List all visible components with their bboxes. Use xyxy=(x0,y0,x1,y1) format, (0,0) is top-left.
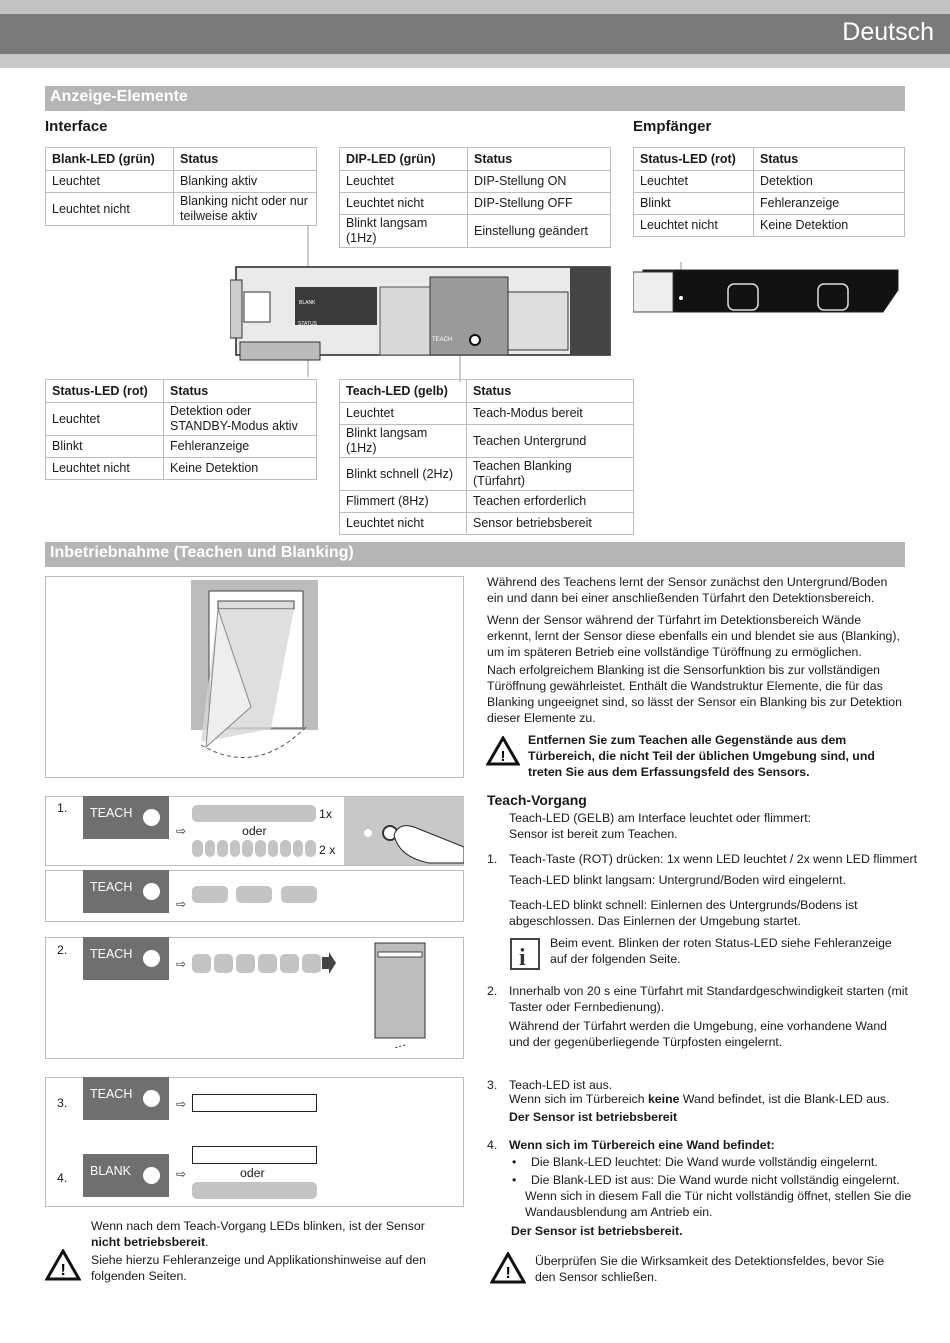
intro-paragraph-3: Nach erfolgreichem Blanking ist die Sensorfunktion bis zur vollständigen Türöffnung gewährleistet. Enthält die Wandstruktur Elemente, die für das Blanking ungeeignet sind, so lässt der Sensor ein Blanking bis zur Detektion dieser Elemente zu. xyxy=(487,663,902,725)
col-header: DIP-LED (grün) xyxy=(340,148,468,171)
teach-label: TEACH xyxy=(90,806,133,820)
cell: Keine Detektion xyxy=(164,458,317,480)
step2-number: 2. xyxy=(57,943,68,957)
cell: Blanking nicht oder nur teilweise aktiv xyxy=(174,193,317,226)
cell: Fehleranzeige xyxy=(754,193,905,215)
teach-label: TEACH xyxy=(90,880,133,894)
cell: Leuchtet xyxy=(634,171,754,193)
arrow-icon: ⇨ xyxy=(176,1097,187,1111)
door-opening-icon xyxy=(370,940,430,1055)
teach-vorgang-line1: Teach-LED (GELB) am Interface leuchtet oder flimmert: xyxy=(509,811,812,825)
instr-2b-text: Während der Türfahrt werden die Umgebung, eine vorhandene Wand und der gegenüberliegende Türpfosten eingelernt. xyxy=(509,1019,888,1049)
col-header: Status xyxy=(164,380,317,403)
cell: Leuchtet nicht xyxy=(634,215,754,237)
instr-2-text: Innerhalb von 20 s eine Türfahrt mit Standardgeschwindigkeit starten (mit Taster oder Fernbedienung). xyxy=(509,984,908,1014)
instr-2-number: 2. xyxy=(487,984,498,998)
step1-number: 1. xyxy=(57,801,68,815)
info-icon xyxy=(510,938,540,970)
led-icon xyxy=(143,883,160,900)
bullet-2-text: Die Blank-LED ist aus: Die Wand wurde nicht vollständig eingelernt. xyxy=(531,1173,900,1187)
col-header: Status-LED (rot) xyxy=(634,148,754,171)
receiver-status-table xyxy=(633,147,905,237)
cell: Blinkt langsam (1Hz) xyxy=(340,215,468,248)
cell: Leuchtet nicht xyxy=(46,458,164,480)
top-band xyxy=(0,0,950,14)
step4-number: 4. xyxy=(57,1171,68,1185)
teach-label: TEACH xyxy=(90,947,133,961)
warning-close-text: Überprüfen Sie die Wirksamkeit des Detektionsfeldes, bevor Sie den Sensor schließen. xyxy=(535,1254,885,1284)
cell: Leuchtet nicht xyxy=(340,193,468,215)
instr-4c-text: Der Sensor ist betriebsbereit. xyxy=(511,1224,683,1238)
cell: Blinkt schnell (2Hz) xyxy=(340,458,467,491)
instr-1-number: 1. xyxy=(487,852,498,866)
receiver-illustration xyxy=(633,262,905,322)
cell: Teach-Modus bereit xyxy=(467,403,634,425)
cell: Leuchtet nicht xyxy=(340,513,467,535)
intro-paragraph-2: Wenn der Sensor während der Türfahrt im Detektionsbereich Wände erkennt, lernt der Sensor diese ebenfalls ein und blendet sie aus (Blanking), um im späteren Betrieb eine vollständige Türöffnung zu ermöglichen. xyxy=(487,613,900,659)
cell: DIP-Stellung ON xyxy=(468,171,611,193)
press-1x-label: 1x xyxy=(319,807,332,821)
oder-label: oder xyxy=(242,824,267,838)
warning-icon xyxy=(486,736,520,766)
instr-1c-text: Teach-LED blinkt schnell: Einlernen des Untergrunds/Bodens ist abgeschlossen. Das Einlernen der Umgebung startet. xyxy=(509,898,858,928)
cell: Teachen Untergrund xyxy=(467,425,634,458)
col-header: Status xyxy=(468,148,611,171)
cell: Detektion xyxy=(754,171,905,193)
led-slow-blink xyxy=(281,886,317,903)
teach-button-2[interactable] xyxy=(83,937,169,980)
col-header: Status-LED (rot) xyxy=(46,380,164,403)
bullet-2b-text: Wenn sich in diesem Fall die Tür nicht vollständig öffnet, stellen Sie die Wandausblendung am Antrieb ein. xyxy=(525,1189,912,1219)
arrow-icon: ⇨ xyxy=(176,957,187,971)
col-header: Teach-LED (gelb) xyxy=(340,380,467,403)
teach-label: TEACH xyxy=(90,1087,133,1101)
heading-empfaenger: Empfänger xyxy=(633,118,712,135)
instr-4-number: 4. xyxy=(487,1138,498,1152)
teach-button-1b[interactable] xyxy=(83,870,169,913)
press-2x-label: 2 x xyxy=(319,843,336,857)
section-title-inbetriebnahme: Inbetriebnahme (Teachen und Blanking) xyxy=(45,542,905,567)
status-led-table xyxy=(45,379,317,480)
svg-text:!: ! xyxy=(500,748,506,765)
cell: Blanking aktiv xyxy=(174,171,317,193)
instr-3-number: 3. xyxy=(487,1078,498,1092)
warning-icon xyxy=(45,1249,81,1281)
blank-led-on-bar xyxy=(192,1182,317,1199)
teach-led-table xyxy=(339,379,634,535)
instr-4-text: Wenn sich im Türbereich eine Wand befindet: xyxy=(509,1138,775,1152)
cell: Blinkt langsam (1Hz) xyxy=(340,425,467,458)
teach-vorgang-line2: Sensor ist bereit zum Teachen. xyxy=(509,827,678,841)
device-blank-label: BLANK xyxy=(299,300,316,306)
left-note-line2: nicht betriebsbereit. xyxy=(91,1235,209,1249)
arrow-right-icon xyxy=(322,952,336,974)
info-text: Beim event. Blinken der roten Status-LED siehe Fehleranzeige auf der folgenden Seite. xyxy=(550,936,892,966)
blank-led-off-bar xyxy=(192,1146,317,1164)
cell: Leuchtet xyxy=(46,403,164,436)
cell: Detektion oder STANDBY-Modus aktiv xyxy=(164,403,317,436)
cell: Teachen Blanking (Türfahrt) xyxy=(467,458,634,491)
cell: Leuchtet xyxy=(340,171,468,193)
led-icon xyxy=(143,1167,160,1184)
hand-press-icon xyxy=(344,797,464,865)
cell: Leuchtet xyxy=(46,171,174,193)
led-icon xyxy=(143,950,160,967)
blank-label: BLANK xyxy=(90,1164,131,1178)
instr-1-text: Teach-Taste (ROT) drücken: 1x wenn LED leuchtet / 2x wenn LED flimmert xyxy=(509,852,918,866)
cell: Leuchtet nicht xyxy=(46,193,174,226)
interface-device-illustration xyxy=(230,222,620,382)
cell: DIP-Stellung OFF xyxy=(468,193,611,215)
device-status-label: STATUS xyxy=(298,321,317,327)
led-icon xyxy=(143,1090,160,1107)
cell: Teachen erforderlich xyxy=(467,491,634,513)
oder-label-2: oder xyxy=(240,1166,265,1180)
left-note-line1: Wenn nach dem Teach-Vorgang LEDs blinken, ist der Sensor xyxy=(91,1219,425,1233)
col-header: Status xyxy=(467,380,634,403)
cell: Keine Detektion xyxy=(754,215,905,237)
instr-3b-text: Wenn sich im Türbereich keine Wand befindet, ist die Blank-LED aus. xyxy=(509,1092,890,1106)
teach-vorgang-title: Teach-Vorgang xyxy=(487,792,587,808)
cell: Blinkt xyxy=(634,193,754,215)
teach-button-3[interactable] xyxy=(83,1077,169,1120)
blank-button[interactable] xyxy=(83,1154,169,1197)
device-teach-label: TEACH xyxy=(432,337,453,343)
cell: Sensor betriebsbereit xyxy=(467,513,634,535)
warning-teach-text: Entfernen Sie zum Teachen alle Gegenstände aus dem Türbereich, die nicht Teil der üblichen Umgebung sind, und treten Sie aus dem Erfassungsfeld des Sensors. xyxy=(528,733,875,779)
col-header: Status xyxy=(174,148,317,171)
warning-icon xyxy=(490,1252,526,1284)
section-title-anzeige: Anzeige-Elemente xyxy=(45,86,905,111)
bullet-1-text: Die Blank-LED leuchtet: Die Wand wurde vollständig eingelernt. xyxy=(531,1155,878,1169)
header-lower-band xyxy=(0,54,950,68)
heading-interface: Interface xyxy=(45,118,108,135)
cell: Flimmert (8Hz) xyxy=(340,491,467,513)
bullet: • xyxy=(512,1173,517,1187)
left-note-line3: Siehe hierzu Fehleranzeige und Applikationshinweise auf den folgenden Seiten. xyxy=(91,1253,426,1283)
svg-text:i: i xyxy=(519,945,526,970)
arrow-icon: ⇨ xyxy=(176,1167,187,1181)
led-on-bar xyxy=(192,805,316,822)
arrow-icon: ⇨ xyxy=(176,897,187,911)
instr-3c-text: Der Sensor ist betriebsbereit xyxy=(509,1110,678,1124)
instr-3-text: Teach-LED ist aus. xyxy=(509,1078,613,1092)
svg-text:!: ! xyxy=(60,1262,66,1279)
led-slow-blink xyxy=(192,886,228,903)
intro-paragraph-1: Während des Teachens lernt der Sensor zunächst den Untergrund/Boden ein und dann bei einer anschließenden Türfahrt den Detektionsbereich. xyxy=(487,575,888,605)
door-illustration xyxy=(45,576,464,778)
teach-button-1[interactable] xyxy=(83,796,169,839)
header-bar xyxy=(0,14,950,54)
led-off-bar xyxy=(192,1094,317,1112)
led-fast-blink xyxy=(192,954,321,973)
page-language-title: Deutsch xyxy=(842,18,934,46)
cell: Blinkt xyxy=(46,436,164,458)
arrow-icon: ⇨ xyxy=(176,824,187,838)
svg-text:!: ! xyxy=(505,1265,511,1282)
cell: Einstellung geändert xyxy=(468,215,611,248)
step3-number: 3. xyxy=(57,1096,68,1110)
led-icon xyxy=(143,809,160,826)
cell: Leuchtet xyxy=(340,403,467,425)
bullet: • xyxy=(512,1155,517,1169)
col-header: Status xyxy=(754,148,905,171)
blank-led-table xyxy=(45,147,317,226)
led-slow-blink xyxy=(236,886,272,903)
col-header: Blank-LED (grün) xyxy=(46,148,174,171)
cell: Fehleranzeige xyxy=(164,436,317,458)
instr-1b-text: Teach-LED blinkt langsam: Untergrund/Boden wird eingelernt. xyxy=(509,873,846,887)
led-flicker-bar xyxy=(192,840,316,857)
